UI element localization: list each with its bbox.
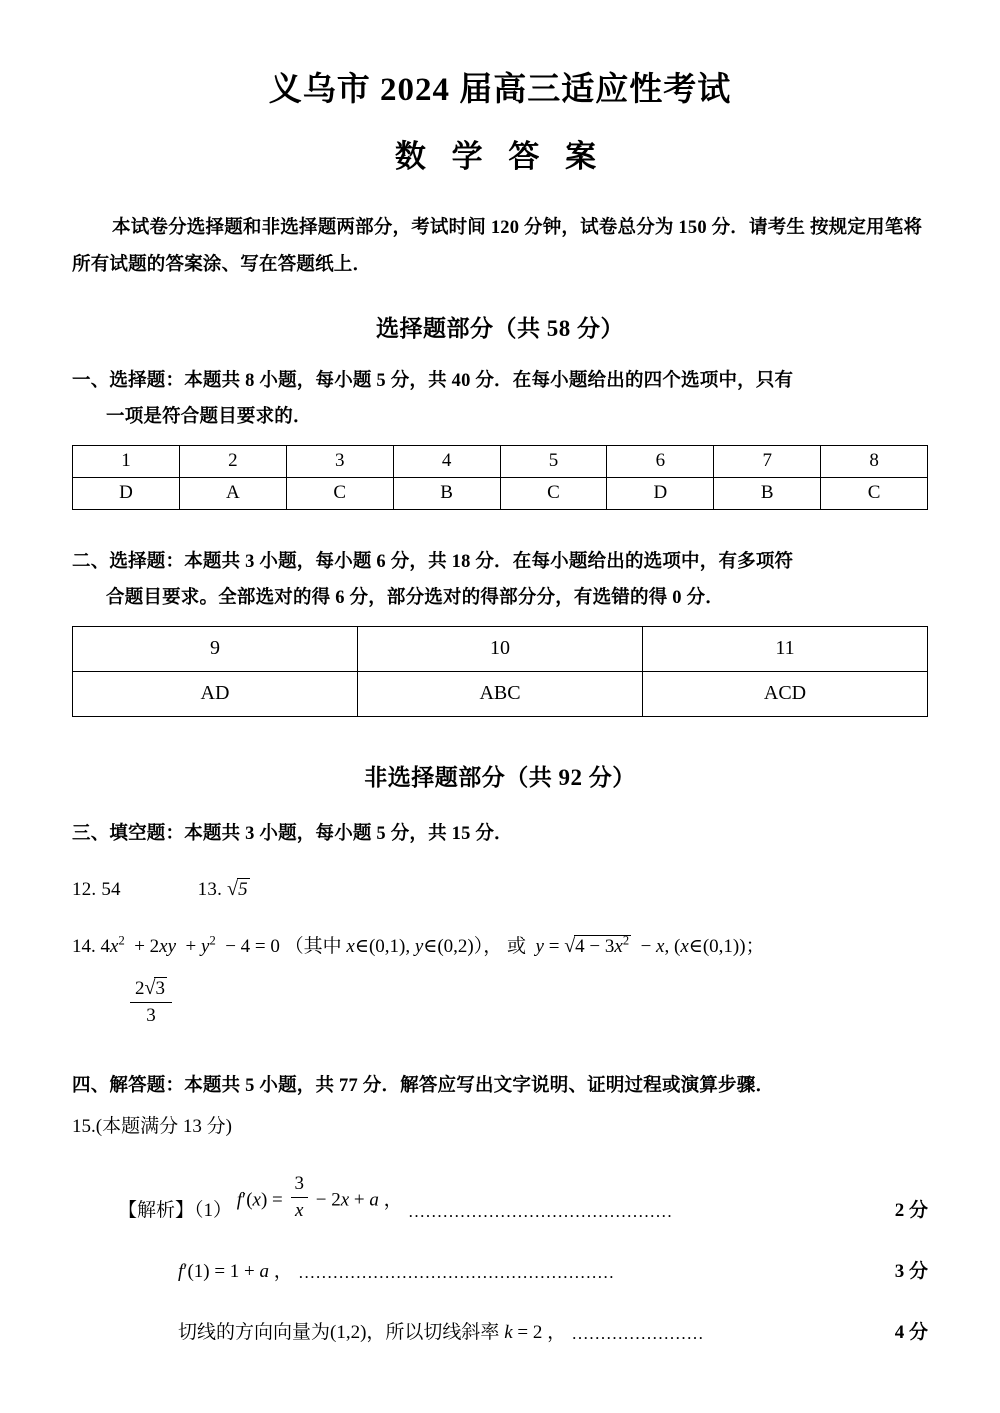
answer-q12-label: 12. xyxy=(72,878,97,900)
table-cell-answer: A xyxy=(179,477,286,509)
solution-line-3 xyxy=(178,1317,928,1344)
page-title: 义乌市 2024 届高三适应性考试 xyxy=(268,72,732,108)
table-cell-number: 8 xyxy=(821,445,928,477)
solution-score-3: 4 分 xyxy=(894,1322,928,1344)
table-row-numbers xyxy=(73,626,928,671)
solution-score-1: 2 分 xyxy=(894,1200,928,1222)
single-choice-instruction-line1: 一、选择题：本题共 8 小题，每小题 5 分，共 40 分．在每小题给出的四个选项中，只有 xyxy=(72,370,794,391)
answer-q14-alt-expression: $y = √4 - 3x^2 - x$, (x∈(0,1))； xyxy=(535,933,765,957)
answer-q14-or: 或 xyxy=(507,935,527,957)
table-cell-answer: C xyxy=(286,477,393,509)
table-cell-number: 2 xyxy=(179,445,286,477)
table-cell-number: 1 xyxy=(73,445,180,477)
table-cell-number: 5 xyxy=(500,445,607,477)
table-cell-answer: B xyxy=(393,477,500,509)
table-cell-number: 3 xyxy=(286,445,393,477)
sqrt-icon: √5 xyxy=(226,877,248,900)
solve-instruction: 四、解答题：本题共 5 小题，共 77 分．解答应写出文字说明、证明过程或演算步骤． xyxy=(72,1075,775,1096)
multi-choice-instruction-line2: 合题目要求。全部选对的得 6 分，部分选对的得部分分，有选错的得 0 分． xyxy=(106,587,724,608)
table-cell-answer: ACD xyxy=(643,671,928,716)
fraction-2root3-over-3: $\frac{2√3}{3}$ xyxy=(130,977,172,1027)
multi-choice-answer-table xyxy=(72,626,928,717)
single-choice-instruction-line2: 一项是符合题目要求的． xyxy=(106,406,312,427)
solution-line-2 xyxy=(178,1256,928,1283)
table-cell-answer: ABC xyxy=(358,671,643,716)
solution-score-2: 3 分 xyxy=(894,1261,928,1283)
table-row-answers xyxy=(73,671,928,716)
table-cell-number: 10 xyxy=(358,626,643,671)
table-cell-number: 4 xyxy=(393,445,500,477)
solution-math-3: 切线的方向向量为(1,2)，所以切线斜率 k = 2 ， xyxy=(178,1322,567,1344)
answer-q14-label: 14. xyxy=(72,935,96,957)
multi-choice-instruction xyxy=(72,544,928,616)
leader-dots: ....................................................... xyxy=(298,1262,616,1282)
page-subtitle: 数 学 答 案 xyxy=(394,138,606,174)
solution-math-1: f′(x) = $\frac{3}{x}$ − 2x + a ， xyxy=(236,1172,403,1221)
section-heading-choice: 选择题部分（共 58 分） xyxy=(376,315,624,341)
answer-q14-expression: $4x^2 + 2xy + y^2 - 4 = 0$ xyxy=(100,933,280,957)
table-cell-number: 6 xyxy=(607,445,714,477)
table-cell-answer: C xyxy=(500,477,607,509)
table-cell-answer: D xyxy=(607,477,714,509)
answer-q14 xyxy=(72,931,928,963)
table-cell-answer: B xyxy=(714,477,821,509)
solution-math-2: f′(1) = 1 + a ， xyxy=(178,1261,293,1283)
answer-q13 xyxy=(198,878,250,901)
fill-blank-instruction: 三、填空题：本题共 3 小题，每小题 5 分，共 15 分． xyxy=(72,823,513,844)
single-choice-instruction xyxy=(72,363,928,435)
table-cell-number: 7 xyxy=(714,445,821,477)
exam-instructions-line2: 按规定用笔将所有试题的答案涂、写在答题纸上． xyxy=(72,217,923,275)
answer-q12 xyxy=(72,879,121,901)
table-row-numbers xyxy=(73,445,928,477)
table-row-answers xyxy=(73,477,928,509)
table-cell-answer: C xyxy=(821,477,928,509)
leader-dots: .............................................. xyxy=(408,1201,674,1221)
exam-instructions xyxy=(72,210,928,284)
table-cell-answer: AD xyxy=(73,671,358,716)
fraction-3-over-x: $\frac{3}{x}$ xyxy=(291,1172,309,1223)
multi-choice-instruction-line1: 二、选择题：本题共 3 小题，每小题 6 分，共 18 分．在每小题给出的选项中，有多项符 xyxy=(72,551,794,572)
section-heading-noncho: 非选择题部分（共 92 分） xyxy=(364,764,636,790)
solution-prefix: 【解析】（1） xyxy=(118,1200,233,1222)
answer-q14-last-value xyxy=(130,977,928,1027)
question-15-label: 15.(本题满分 13 分) xyxy=(72,1115,232,1137)
table-cell-number: 11 xyxy=(643,626,928,671)
fill-blank-answers xyxy=(72,878,928,901)
leader-dots: ....................... xyxy=(572,1323,705,1343)
table-cell-answer: D xyxy=(73,477,180,509)
table-cell-number: 9 xyxy=(73,626,358,671)
answer-q12-value: 54 xyxy=(101,878,121,900)
solution-line-1 xyxy=(118,1172,928,1223)
exam-instructions-line1: 本试卷分选择题和非选择题两部分，考试时间 120 分钟，试卷总分为 150 分．请考生 xyxy=(112,217,806,238)
answer-q13-label: 13. xyxy=(197,878,223,900)
single-choice-answer-table xyxy=(72,445,928,510)
answer-q14-condition: （其中 x∈(0,1), y∈(0,2)）， xyxy=(284,935,503,957)
